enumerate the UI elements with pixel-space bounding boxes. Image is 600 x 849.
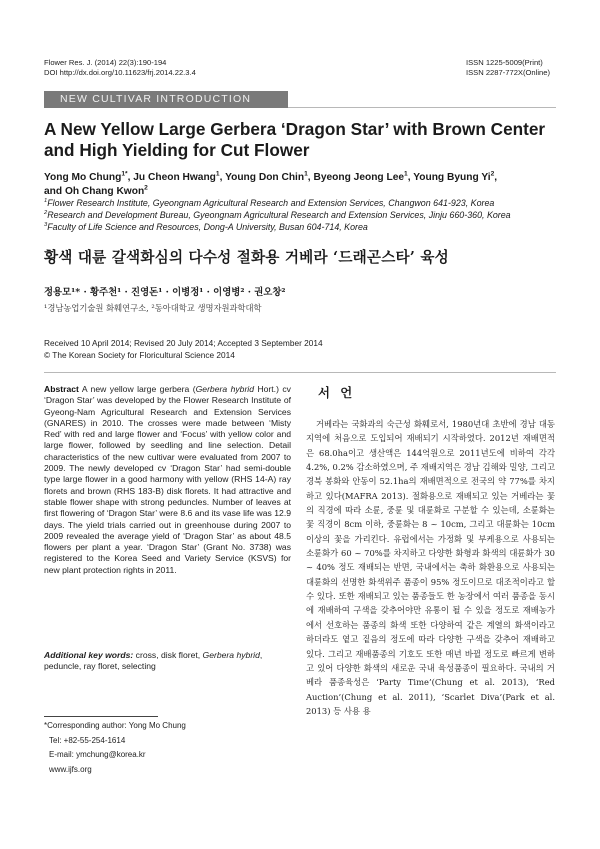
section-heading: 서 언	[318, 385, 356, 400]
author: Yong Mo Chung	[44, 172, 122, 183]
footnote-rule	[44, 716, 158, 717]
author-affiliation-mark: 2	[490, 170, 495, 178]
author-list: Yong Mo Chung$^{1*}$, Ju Cheon Hwang$^1$, Young Don Chin$^1$, Byeong Jeong Lee$^1$, Young Byung Yi$^2$, and Oh Chang Kwon$^2$	[44, 170, 498, 197]
keywords: Additional key words: cross, disk floret, Gerbera hybrid, peduncle, ray floret, selecting	[44, 650, 263, 672]
issn-online: ISSN 2287-772X(Online)	[466, 68, 550, 77]
copyright-notice: © The Korean Society for Floricultural Science 2014	[44, 350, 235, 360]
author-affiliation-mark: 1	[304, 170, 308, 178]
section-rule	[44, 372, 556, 373]
species-name: Gerbera hybrid	[195, 384, 254, 394]
author: Young Don Chin	[225, 172, 305, 183]
correspondence	[44, 719, 186, 777]
author: Young Byung Yi	[413, 172, 491, 183]
affiliation-3: $^3$Faculty of Life Science and Resources, Dong-A University, Busan 604-714, Korea	[44, 222, 368, 232]
korean-authors: 정용모¹* · 황주천¹ · 진영돈¹ · 이병정¹ · 이영병² · 권오창²	[44, 287, 286, 298]
title-line-1: A New Yellow Large Gerbera ‘Dragon Star’ with Brown Center	[44, 119, 546, 139]
issn-print: ISSN 1225-5009(Print)	[466, 58, 543, 67]
introduction-body: 거베라는 국화과의 숙근성 화훼로서, 1980년대 초반에 경남 대동지역에 처음으로 도입되어 재배되기 시작하였다. 2012년 재배면적은 68.0ha이고 생산액은 144억원으로 2011년도에 비하여 각각 4.2%, 0.2% 감소하였으며, 주 재배지역은 경남 김해와 밀양, 그리고 경북 봉화와 안동이 52.1ha의 재배면적으로 전국의 약 77%를 차지하고 있다(MAFRA 2013). 절화용으로 재배되고 있는 거베라는 꽃의 직경에 따라 소륜, 중륜 및 대륜화로 구분할 수 있는데, 소륜화는 꽃 직경이 8cm 이하, 중륜화는 8 ~ 10cm, 그리고 대륜화는 10cm 이상의 꽃을 가리킨다. 유럽에서는 가정화 및 부케용으로 사용되는 소륜화가 60 ~ 70%를 차지하고 다양한 화형과 화색의 대륜화가 30 ~ 40% 정도 재배되는 반면, 국내에서는 축하 화환용으로 사용되는 대륜화의 선명한 화색위주 품종이 95% 정도이므로 대조적이라고 할 수 있다. 또한 재배되고 있는 품종들도 한 농장에서 여러 품종을 동시에 재배하여 구색을 갖추어야만 유통이 될 수 있을 정도로 재배농가에서 선호하는 품종의 화색 또한 다양하여 같은 계열의 화색이라고 하더라도 옅고 짙음의 정도에 따라 다양한 구색을 갖추어 재배하고 있다. 그리고 재배품종의 기호도 또한 매년 바뀔 정도로 빠르게 변하고 있어 다양한 화색의 새로운 국내 육성품종이 필요하다. 국내의 거베라 품종육성은 ‘Party Time’(Chung et al. 2013), ‘Red Auction’(Chung et al. 2011), ‘Scarlet Diva’(Park et al. 2013) 등 사용 용	[306, 419, 555, 716]
abstract-label: Abstract	[44, 384, 79, 394]
author-affiliation-mark: 2	[144, 184, 148, 192]
article-title	[44, 119, 564, 161]
journal-citation: Flower Res. J. (2014) 22(3):190-194	[44, 58, 167, 67]
history-dates: Received 10 April 2014; Revised 20 July 2014; Accepted 3 September 2014	[44, 338, 323, 348]
korean-title: 황색 대륜 갈색화심의 다수성 절화용 거베라 ‘드래곤스타’ 육성	[44, 249, 449, 266]
article-type-banner: NEW CULTIVAR INTRODUCTION	[44, 91, 288, 108]
website-link[interactable]: www.ijfs.org	[49, 764, 92, 774]
affiliation-2: $^2$Research and Development Bureau, Gyeongnam Agricultural Research and Extension Services, Jinju 660-360, Korea	[44, 210, 511, 220]
korean-affiliation: ¹경남농업기술원 화훼연구소, ²동아대학교 생명자원과학대학	[44, 303, 262, 313]
author: Byeong Jeong Lee	[313, 172, 405, 183]
author: and Oh Chang Kwon	[44, 185, 145, 197]
abstract: Abstract A new yellow large gerbera (Gerbera hybrid Hort.) cv ‘Dragon Star’ was developed by the Flower Research Institute of Gyeong-Nam Agricultural Research and Extension Services (GNARES) in 2010. The crosses were made between ‘Misty Red’ with red and large flower and ‘Focus’ with yellow color and large flower, followed by seedling and line selection. Detail characteristics of the new cultivar were evaluated from 2007 to 2009. The newly developed cv ‘Dragon Star’ had semi-double type large flower in a good harmony with yellow (RHS 14-A) ray florets and brown (RHS 183-B) disk florets. It had attractive and stable flower shape with strong peduncles. Number of leaves at first flowering of ‘Dragon Star’ were 8.6 and its vase life was 12.9 days. The yield trials carried out in greenhouse during 2007 to 2009 revealed the average yield of ‘Dragon Star’ as about 48.5 flowers per plant a year. ‘Dragon Star’ (Grant No. 3738) was registered to the Korea Seed and Variety Service (KSVS) for new plant protection rights in 2011.	[44, 384, 291, 575]
author-affiliation-mark: 1*	[121, 170, 128, 178]
email-link[interactable]: E-mail: ymchung@korea.kr	[49, 750, 146, 759]
author: Ju Cheon Hwang	[133, 172, 216, 183]
article-dates	[44, 337, 323, 361]
affiliation-1: $^1$Flower Research Institute, Gyeongnam Agricultural Research and Extension Services, Changwon 641-923, Korea	[44, 198, 495, 208]
species-name: Gerbera hybrid	[202, 650, 260, 660]
doi-link[interactable]: DOI http://dx.doi.org/10.11623/frj.2014.22.3.4	[44, 68, 196, 77]
keywords-label: Additional key words:	[44, 650, 134, 660]
author-affiliation-mark: 1	[215, 170, 220, 178]
title-line-2: and High Yielding for Cut Flower	[44, 140, 310, 160]
corresponding-author: *Corresponding author: Yong Mo Chung	[44, 721, 186, 730]
phone: Tel: +82-55-254-1614	[49, 735, 126, 745]
author-affiliation-mark: 1	[404, 170, 408, 178]
